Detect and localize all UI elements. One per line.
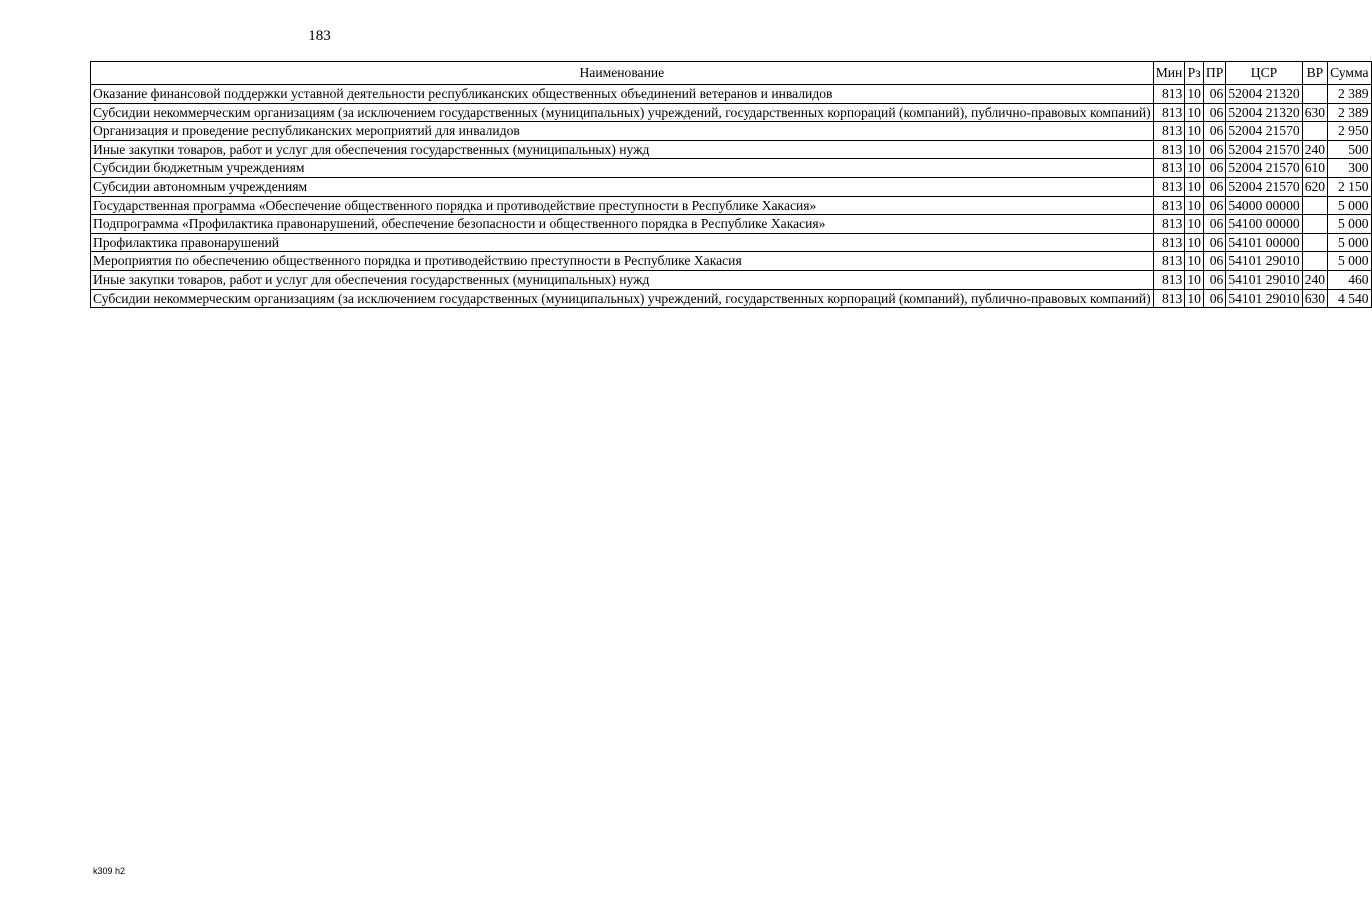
cell-rz: 10 [1185,140,1204,159]
cell-pr: 06 [1203,233,1225,252]
cell-vr [1302,215,1327,234]
cell-name: Государственная программа «Обеспечение общественного порядка и противодействие преступности в Республике Хакасия» [91,196,1154,215]
cell-min: 813 [1153,289,1185,308]
header-sum: Сумма [1328,62,1372,85]
table-row [91,196,1372,215]
cell-min: 813 [1153,196,1185,215]
cell-pr: 06 [1203,252,1225,271]
table-row [91,270,1372,289]
header-csr: ЦСР [1226,62,1302,85]
cell-name: Оказание финансовой поддержки уставной деятельности республиканских общественных объединений ветеранов и инвалидов [91,85,1154,104]
cell-pr: 06 [1203,215,1225,234]
cell-pr: 06 [1203,196,1225,215]
cell-name: Иные закупки товаров, работ и услуг для обеспечения государственных (муниципальных) нужд [91,140,1154,159]
cell-csr: 54100 00000 [1226,215,1302,234]
cell-min: 813 [1153,177,1185,196]
cell-min: 813 [1153,85,1185,104]
table-row [91,122,1372,141]
cell-vr: 630 [1302,103,1327,122]
cell-vr [1302,233,1327,252]
cell-csr: 54101 29010 [1226,289,1302,308]
table-row [91,289,1372,308]
cell-rz: 10 [1185,122,1204,141]
cell-vr: 610 [1302,159,1327,178]
cell-min: 813 [1153,233,1185,252]
table-row [91,159,1372,178]
table-row [91,103,1372,122]
cell-sum: 2 389 [1328,85,1372,104]
header-rz: Рз [1185,62,1204,85]
cell-name: Субсидии автономным учреждениям [91,177,1154,196]
table-row [91,252,1372,271]
cell-name: Мероприятия по обеспечению общественного порядка и противодействию преступности в Республике Хакасия [91,252,1154,271]
cell-min: 813 [1153,140,1185,159]
cell-pr: 06 [1203,159,1225,178]
cell-vr: 630 [1302,289,1327,308]
cell-pr: 06 [1203,270,1225,289]
cell-sum: 5 000 [1328,252,1372,271]
cell-vr: 620 [1302,177,1327,196]
cell-rz: 10 [1185,177,1204,196]
cell-vr: 240 [1302,270,1327,289]
table-row [91,85,1372,104]
cell-sum: 4 540 [1328,289,1372,308]
header-name: Наименование [91,62,1154,85]
cell-pr: 06 [1203,177,1225,196]
cell-sum: 2 389 [1328,103,1372,122]
cell-csr: 52004 21320 [1226,85,1302,104]
table-body [91,85,1372,308]
cell-vr: 240 [1302,140,1327,159]
cell-csr: 52004 21320 [1226,103,1302,122]
cell-min: 813 [1153,252,1185,271]
cell-sum: 500 [1328,140,1372,159]
cell-csr: 52004 21570 [1226,177,1302,196]
cell-name: Субсидии некоммерческим организациям (за исключением государственных (муниципальных) учреждений, государственных корпораций (компаний), публично-правовых компаний) [91,103,1154,122]
table-row [91,140,1372,159]
cell-name: Организация и проведение республиканских мероприятий для инвалидов [91,122,1154,141]
cell-min: 813 [1153,122,1185,141]
cell-csr: 52004 21570 [1226,140,1302,159]
cell-sum: 2 950 [1328,122,1372,141]
table-header-row [91,62,1372,85]
header-vr: ВР [1302,62,1327,85]
cell-csr: 54101 00000 [1226,233,1302,252]
cell-sum: 5 000 [1328,233,1372,252]
cell-sum: 5 000 [1328,215,1372,234]
cell-pr: 06 [1203,140,1225,159]
cell-min: 813 [1153,270,1185,289]
cell-vr [1302,85,1327,104]
table-row [91,233,1372,252]
cell-rz: 10 [1185,215,1204,234]
cell-pr: 06 [1203,85,1225,104]
cell-sum: 2 150 [1328,177,1372,196]
page-number: 183 [308,28,331,44]
cell-csr: 54000 00000 [1226,196,1302,215]
cell-name: Иные закупки товаров, работ и услуг для обеспечения государственных (муниципальных) нужд [91,270,1154,289]
cell-name: Подпрограмма «Профилактика правонарушений, обеспечение безопасности и общественного порядка в Республике Хакасия» [91,215,1154,234]
cell-csr: 54101 29010 [1226,252,1302,271]
cell-rz: 10 [1185,103,1204,122]
cell-rz: 10 [1185,252,1204,271]
cell-min: 813 [1153,215,1185,234]
cell-rz: 10 [1185,270,1204,289]
header-pr: ПР [1203,62,1225,85]
cell-rz: 10 [1185,233,1204,252]
cell-csr: 52004 21570 [1226,159,1302,178]
cell-pr: 06 [1203,103,1225,122]
budget-table [90,61,1372,308]
cell-pr: 06 [1203,289,1225,308]
cell-vr [1302,196,1327,215]
cell-name: Профилактика правонарушений [91,233,1154,252]
footer-code: k309 h2 [93,866,126,876]
table-row [91,215,1372,234]
cell-name: Субсидии бюджетным учреждениям [91,159,1154,178]
cell-min: 813 [1153,159,1185,178]
cell-sum: 460 [1328,270,1372,289]
cell-vr [1302,122,1327,141]
cell-pr: 06 [1203,122,1225,141]
cell-rz: 10 [1185,196,1204,215]
cell-rz: 10 [1185,159,1204,178]
cell-sum: 300 [1328,159,1372,178]
header-min: Мин [1153,62,1185,85]
cell-sum: 5 000 [1328,196,1372,215]
cell-rz: 10 [1185,85,1204,104]
cell-name: Субсидии некоммерческим организациям (за исключением государственных (муниципальных) учреждений, государственных корпораций (компаний), публично-правовых компаний) [91,289,1154,308]
cell-rz: 10 [1185,289,1204,308]
cell-vr [1302,252,1327,271]
cell-min: 813 [1153,103,1185,122]
cell-csr: 52004 21570 [1226,122,1302,141]
table-row [91,177,1372,196]
cell-csr: 54101 29010 [1226,270,1302,289]
